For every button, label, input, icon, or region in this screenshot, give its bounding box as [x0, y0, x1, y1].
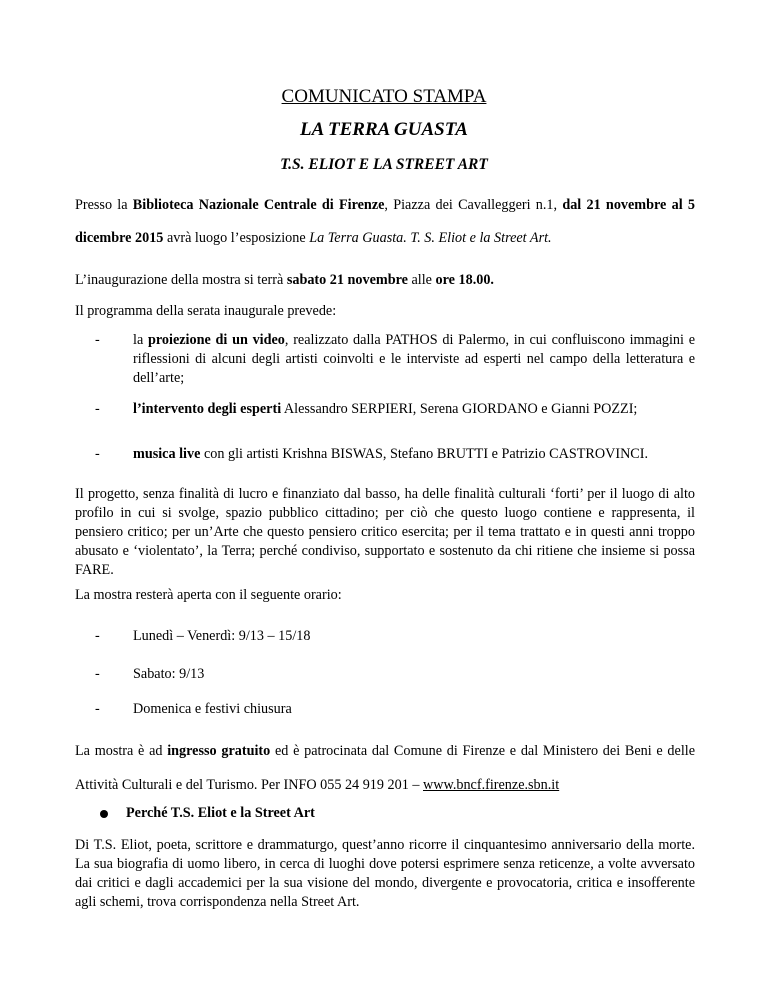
library-name: Biblioteca Nazionale Centrale di Firenze [132, 197, 385, 213]
dash-bullet: - [95, 628, 100, 644]
bullet-dot-icon [100, 810, 108, 818]
dash-bullet: - [95, 666, 100, 682]
free-entry: ingresso gratuito [167, 743, 271, 759]
program-intro: Il programma della serata inaugurale prevede: [75, 303, 337, 319]
dash-bullet: - [95, 401, 100, 417]
website-link[interactable]: www.bncf.firenze.sbn.it [423, 777, 560, 793]
document-page: COMUNICATO STAMPA LA TERRA GUASTA T.S. ELIOT E LA STREET ART Presso la Biblioteca Nazionale Centrale di Firenze, Piazza dei Cavalleggeri n.1, dal 21 novembre al 5 dicembre 2015 avrà luogo l’esposizione La Terra Guasta. T. S. Eliot e la Street Art. L’inaugurazione della mostra si terrà sabato 21 novembre alle ore 18.00. Il programma della serata inaugurale prevede: - la proiezione di un video, realizzato dalla PATHOS di Palermo, in cui confluiscono immagini e riflessioni di alcuni degli artisti coinvolti e le interviste ad esperti nel campo della letteratura e dell’arte; - l’intervento degli esperti Alessandro SERPIERI, Serena GIORDANO e Gianni POZZI; - musica live con gli artisti Krishna BISWAS, Stefano BRUTTI e Patrizio CASTROVINCI. Il progetto, senza finalità di lucro e finanziato dal basso, ha delle finalità culturali ‘forti’ per il luogo di alto profilo in cui si svolge, spazio pubblico cittadino; per ciò che questo luogo contiene e rappresenta, il pensiero critico; per un’Arte che questo pensiero critico esercita; per il tema trattato e in questi anni troppo abusato e ‘violentato’, la Terra; perché condiviso, supportato e sostenuto da chi ritiene che insieme si possa FARE. La mostra resterà aperta con il seguente orario: - Lunedì – Venerdì: 9/13 – 15/18 - Sabato: 9/13 - Domenica e festivi chiusura La mostra è ad ingresso gratuito ed è patrocinata dal Comune di Firenze e dal Ministero dei Beni e delle Attività Culturali e del Turismo. Per INFO 055 24 919 201 – www.bncf.firenze.sbn.it Perché T.S. Eliot e la Street Art Di T.S. Eliot, poeta, scrittore e drammaturgo, quest’anno ricorre il cinquantesimo anniversario della morte. La sua biografia di uomo libero, in cerca di luoghi dove potersi esprimere senza reticenze, a volte avversato dai critici e dagli accademici per la sua visione del mondo, divergente e provocatoria, critica e insofferente agli schemi, trova corrispondenza nella Street Art. [0, 0, 768, 994]
exhibition-dates: dal 21 novembre al 5 dicembre 2015 [75, 197, 695, 246]
press-release-label: COMUNICATO STAMPA [281, 86, 487, 107]
dash-bullet: - [95, 446, 100, 462]
project-paragraph: Il progetto, senza finalità di lucro e finanziato dal basso, ha delle finalità culturali ‘forti’ per il luogo di alto profilo in cui si svolge, spazio pubblico cittadino; per ciò che questo luogo contiene e rappresenta, il pensiero critico; per un’Arte che questo pensiero critico esercita; per il tema trattato e in questi anni troppo abusato e ‘violentato’, la Terra; perché condiviso, supportato e sostenuto da chi ritiene che insieme si possa FARE. [75, 486, 695, 578]
admission-paragraph: La mostra è ad ingresso gratuito ed è patrocinata dal Comune di Firenze e dal Ministero dei Beni e delle Attività Culturali e del Turismo. Per INFO 055 24 919 201 – www.bncf.firenze.sbn.it [75, 743, 696, 793]
inauguration-paragraph: L’inaugurazione della mostra si terrà sabato 21 novembre alle ore 18.00. [75, 272, 494, 288]
inauguration-time: ore 18.00. [435, 272, 494, 288]
document-title: LA TERRA GUASTA [300, 119, 468, 140]
document-subtitle: T.S. ELIOT E LA STREET ART [280, 156, 488, 173]
eliot-paragraph: Di T.S. Eliot, poeta, scrittore e drammaturgo, quest’anno ricorre il cinquantesimo anniversario della morte. La sua biografia di uomo libero, in cerca di luoghi dove potersi esprimere senza reticenze, a volte avversato dai critici e dagli accademici per la sua visione del mondo, divergente e provocatoria, critica e insofferente agli schemi, trova corrispondenza nella Street Art. [75, 837, 695, 910]
dash-bullet: - [95, 332, 100, 348]
inauguration-date: sabato 21 novembre [286, 272, 408, 288]
exhibition-name: La Terra Guasta. T. S. Eliot e la Street Art. [309, 230, 552, 246]
intro-paragraph: Presso la Biblioteca Nazionale Centrale di Firenze, Piazza dei Cavalleggeri n.1, dal 21 novembre al 5 dicembre 2015 avrà luogo l’esposizione La Terra Guasta. T. S. Eliot e la Street Art. [75, 197, 695, 246]
opening-hours-intro: La mostra resterà aperta con il seguente orario: [75, 587, 342, 603]
dash-bullet: - [95, 701, 100, 717]
